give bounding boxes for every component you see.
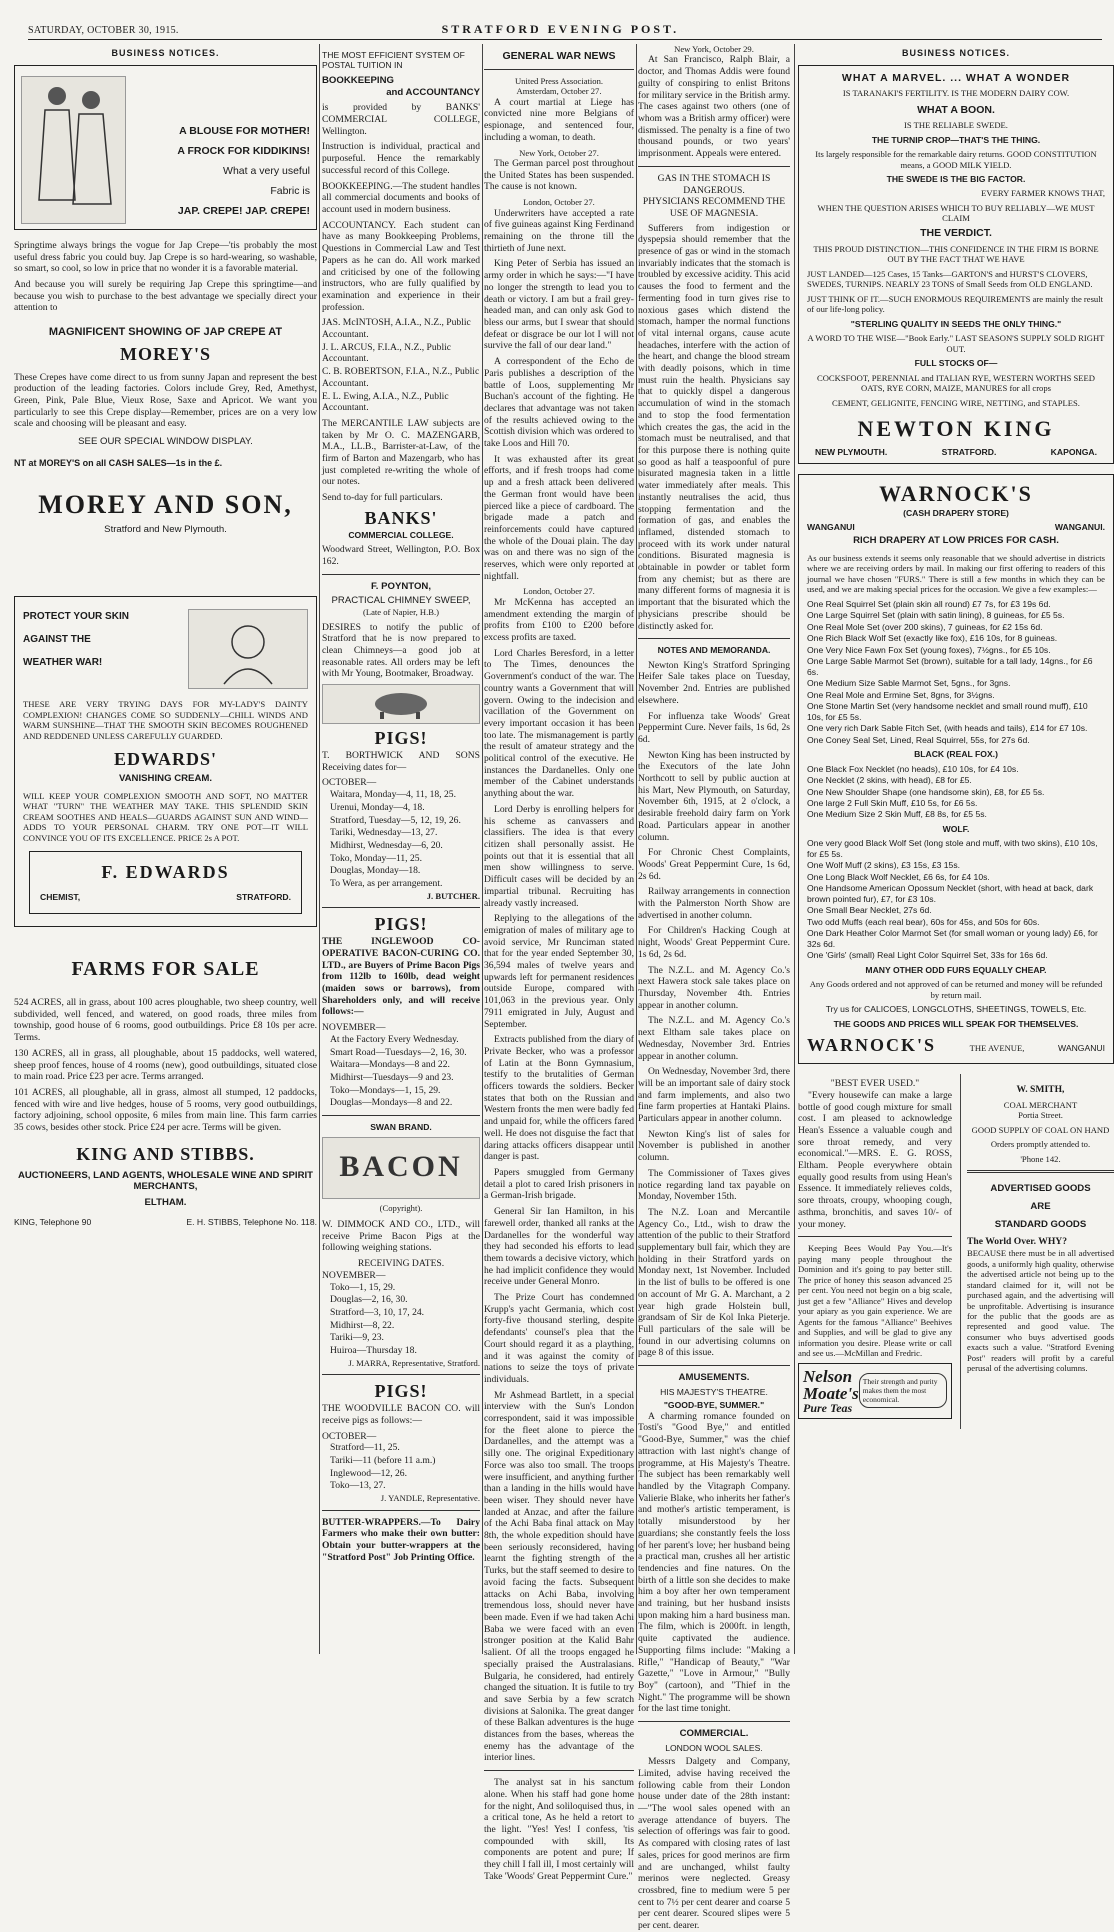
blouse-ad [14, 65, 317, 230]
stocks-line: FULL STOCKS OF— [914, 358, 998, 369]
heans-text: "Every housewife can make a large bottle of good cough mixture for small cost. I am pleased to acknowledge Hean's Essence a valuable cough and sore throat remedy, and very economical."—MRS. E. G. ROSS, Eltham. People everywhere obtain equally good results from using Hean's Essence. It immediately relieves colds, sore throats, croupy, whooping cough, asthma, bronchitis, and saves 10/- of your money. [798, 1089, 952, 1230]
war-paragraph: A court martial at Liege has convicted nine more Belgians of espionage, and sentenced four, including a woman, to death. [484, 96, 634, 143]
wanganui-footer: WANGANUI [1058, 1043, 1105, 1054]
poynton-name: F. POYNTON, [370, 580, 432, 592]
word-line: A WORD TO THE WISE—"Book Early." LAST SEASON'S SUPPLY SOLD RIGHT OUT. [807, 333, 1105, 354]
standard-goods: STANDARD GOODS [994, 1218, 1087, 1230]
woodville-dates [322, 1442, 480, 1492]
bees-text: Keeping Bees Would Pay You.—It's paying many people throughout the Dominion and it's going to pay better still. The price of honey this season advanced 25 per cent. You need not begin on a big scale, just get a few "Alliance" Hives and develop your apiary as you gain experience. We are Agents for the famous "Alliance" Beehives and Supplies, and will be glad to give any information you desire. Please write or call and see us.—McMillan and Fredric. [798, 1243, 952, 1359]
phone-line: 'Phone 142. [1020, 1153, 1061, 1164]
receiving-dates: RECEIVING DATES. [357, 1258, 445, 1270]
blouse-line-3: What a very useful [223, 164, 310, 177]
fur-item: One 'Girls' (small) Real Light Color Squirrel Set, 33s for 16s 6d. [807, 950, 1048, 961]
calicoes-line: Try us for CALICOES, LONGCLOTHS, SHEETINGS, TOWELS, Etc. [825, 1004, 1087, 1015]
dateline: New York, October 29. [674, 44, 754, 54]
war-news-title: GENERAL WAR NEWS [502, 50, 616, 62]
divider [322, 907, 480, 908]
column-4 [638, 44, 790, 1932]
note-paragraph: For Children's Hacking Cough at night, Woods' Great Peppermint Cure. 1s 6d, 2s 6d. [638, 925, 790, 960]
morey-and-son: MOREY AND SON, [38, 489, 293, 519]
business-notices-header: BUSINESS NOTICES. [111, 48, 220, 58]
yandle-signature: J. YANDLE, Representative. [380, 1493, 480, 1504]
ladies-figure-icon [29, 80, 119, 220]
protect-line-2: AGAINST THE [23, 634, 91, 646]
october-label: OCTOBER— [322, 777, 377, 789]
divider [484, 69, 634, 70]
divider [322, 574, 480, 575]
banks-provided: is provided by BANKS' COMMERCIAL COLLEGE, Wellington. [322, 102, 480, 137]
fur-item: One Rich Black Wolf Set (exactly like fox), £16 10s, for 8 guineas. [807, 633, 1058, 644]
fur-item: One Handsome American Opossum Necklet (short, with head at back, dark brown pointed fur), £7, for £3 10s. [807, 883, 1094, 904]
news-paragraph: At San Francisco, Ralph Blair, a doctor, and Thomas Addis were found guilty of conspiring to enlist Britons for military service in the British army. The cases against two others (one of whom was a British army officer) were dismissed. The penalty is a fine of two thousand pounds, or two years' imprisonment. Appeals were entered. [638, 54, 790, 160]
farm-listing-1: 524 ACRES, all in grass, about 100 acres ploughable, two sheep country, well subdivided, well fenced, and watered, on good roads, three miles from township, good house of 6 rooms, good outbuildings. Price £8 10s per acre. Terms. [14, 997, 317, 1044]
war-paragraph: It was exhausted after its great efforts, and if fresh troops had come up and a fresh attack been delivered the German front would have been pierced like a piece of cardboard. The brigade made a patch and reinforcements could have captured the whole of the Douai plain. The day was on and there was no sign of the reserves, which were only reported at nightfall. [484, 453, 634, 582]
divider [638, 1365, 790, 1366]
pig-icon [366, 688, 436, 720]
cash-discount: NT at MOREY'S on all CASH SALES—1s in the £. [14, 457, 223, 468]
banks-address: Woodward Street, Wellington, P.O. Box 162. [322, 544, 480, 568]
war-paragraph: Underwriters have accepted a rate of five guineas against King Ferdinand remaining on the throne till the thirtieth of June next. [484, 207, 634, 254]
stratford-label: STRATFORD. [236, 892, 291, 903]
dateline: Amsterdam, October 27. [516, 86, 602, 97]
date-entry: Tariki, Wednesday—13, 27. [330, 827, 438, 839]
cement-line: CEMENT, GELIGNITE, FENCING WIRE, NETTING, and STAPLES. [832, 397, 1080, 408]
furs-intro: As our business extends it seems only reasonable that we should advertise in districts where we are receiving orders by mail. In making our first offering to readers of this journal we have chosen "FURS." There is still a few months in which they can be used, and we are making special prices for the occasion. We give a few examples:— [807, 552, 1105, 595]
fur-item: One Black Fox Necklet (no heads), £10 10s, for £4 10s. [807, 763, 1019, 774]
banks-bookkeeping: BOOKKEEPING.—The student handles all commercial documents and books of account used in modern business. [322, 180, 480, 215]
send-today: Send to-day for full particulars. [322, 492, 443, 504]
farm-listing-3: 101 ACRES, all ploughable, all in grass, almost all stumped, 12 paddocks, fenced with wire and live hedges, house of 5 rooms, very good outbuildings, factory adjoining, school opposite, 6 miles from main line. This farm carries 35 cows, besides other stock. Price £24 per acre. Terms will be given. [14, 1086, 317, 1134]
banks-head: THE MOST EFFICIENT SYSTEM OF POSTAL TUITION IN [322, 50, 465, 71]
war-paragraph: Lord Derby is enrolling helpers for his scheme as canvassers and classifiers. The idea is that every citizen shall personally assist. He points out that it is essential that all men show willingness to serve. Difficult cases will be decided by an impartial tribunal. Recruiting has already vastly increased. [484, 803, 634, 909]
farmer-line: EVERY FARMER KNOWS THAT, [981, 188, 1105, 199]
taranaki-line: IS TARANAKI'S FERTILITY. IS THE MODERN DAIRY COW. [842, 87, 1070, 98]
note-paragraph: Newton King has been instructed by the Executors of the late John Northcott to sell by public auction at his Mart, New Plymouth, on Saturday, November 6th, 1915, at 2 o'clock, a desirable freehold dairy farm on York Road. Particulars appear in another column. [638, 749, 790, 843]
ladies-illustration [21, 76, 126, 224]
mercantile-law: The MERCANTILE LAW subjects are taken by Mr O. C. MAZENGARB, M.A., LL.B., Barrister-at-Law, of the firm of Barton and Mazengarb, who has just completed re-writing the whole of our notes. [322, 417, 480, 488]
divider [798, 1236, 952, 1237]
divider [322, 1374, 480, 1375]
avenue-label: THE AVENUE, [969, 1043, 1025, 1054]
sterling-line: "STERLING QUALITY IN SEEDS THE ONLY THING." [850, 318, 1062, 329]
marvel-line: WHAT A MARVEL. ... WHAT A WONDER [841, 71, 1071, 84]
note-paragraph: For influenza take Woods' Great Peppermint Cure. Never fails, 1s 6d, 2s 6d. [638, 710, 790, 745]
fur-item: One Stone Martin Set (very handsome necklet and small round muff), £10 10s, for £5 5s. [807, 701, 1088, 722]
november-label: NOVEMBER— [322, 1022, 386, 1034]
world-text: BECAUSE there must be in all advertised goods, a uniformly high quality, otherwise the advertised article not being up to the standard claimed for it, will not be purchased again, and the advertising will be unprofitable. Advertising is insurance for the public that the goods are as represented and good value. The consumer who buys advertised goods exacts such a value. "Stratford Evening Post" readers will profit by a careful perusal of the advertising columns. [967, 1248, 1114, 1374]
cash-drapery-store: (CASH DRAPERY STORE) [903, 508, 1009, 519]
fur-item: One Small Bear Necklet, 27s 6d. [807, 905, 932, 916]
note-paragraph: The N.Z.L. and M. Agency Co.'s next Hawera stock sale takes place on Thursday, November 4th. Entries appear in another column. [638, 964, 790, 1011]
fur-item: One very rich Dark Sable Fitch Set, (with heads and tails), £14 for £7 10s. [807, 723, 1088, 734]
dimmock-text: W. DIMMOCK AND CO., LTD., will receive Prime Bacon Pigs at the following weighing stations. [322, 1219, 480, 1254]
fur-item: One Necklet (2 skins, with head), £8 for £5. [807, 775, 972, 786]
war-paragraph: Extracts published from the diary of Private Becker, who was a professor of Latin at the Bonn Gymnasium, testify to the brutalities of German officers towards the soldiers. Becker states that both on the Russian and Western fronts the men were badly fed and unpaid for, while the officers fared well. He does not disguise the fact that daring attacks officers disappear until danger is past. [484, 1034, 634, 1163]
fur-item: One large 2 Full Skin Muff, £10 5s, for £6 5s. [807, 798, 978, 808]
nelson-logo [803, 1368, 859, 1414]
october-label-2: OCTOBER— [322, 1430, 377, 1442]
blouse-line-5: JAP. CREPE! JAP. CREPE! [177, 204, 310, 217]
date-entry: Tariki—9, 23. [330, 1332, 384, 1344]
speak-line: THE GOODS AND PRICES WILL SPEAK FOR THEMSELVES. [833, 1018, 1079, 1029]
blouse-headline [126, 72, 310, 223]
farm-listing-2: 130 ACRES, all in grass, all ploughable, about 15 paddocks, well watered, sheep proof fences, house of 4 rooms (new), good outbuildings, situated close to main road. Price £23 per acre. Terms arranged. [14, 1047, 317, 1083]
note-paragraph: The N.Z. Loan and Mercantile Agency Co., Ltd., wish to draw the attention of the public to their Stratford supplementary bull fair, which they are holding in their Stratford yards on Monday next, 1st November. Included in the list of bulls to be offered is one on account of Mr G. A. Marchant, a 2 year high grade Holstein bull, grandsam of Sir de Kol Inka Pieterje. Full particulars of the sale will be found in our advertising columns on page 8 of this issue. [638, 1206, 790, 1359]
blouse-line-1: A BLOUSE FOR MOTHER! [179, 124, 310, 137]
coal-supply: GOOD SUPPLY OF COAL ON HAND [971, 1124, 1110, 1135]
note-paragraph: Newton King's Stratford Springing Heifer Sale takes place on Tuesday, November 2nd. Entries are published elsewhere. [638, 659, 790, 706]
divider [638, 166, 790, 167]
protect-line-1: PROTECT YOUR SKIN [23, 611, 129, 623]
blouse-text-2: And because you will surely be requiring Jap Crepe this springtime—and because you wish to purchase to the best advantage we specially direct your attention to [14, 279, 317, 314]
wolf-list [807, 838, 1105, 960]
column-rule [794, 44, 795, 1654]
king-telephone: KING, Telephone 90 [14, 1216, 92, 1227]
turnip-line: THE TURNIP CROP—THAT'S THE THING. [871, 134, 1041, 145]
date-entry: Toko—1, 15, 29. [330, 1281, 396, 1293]
borthwick-text: T. BORTHWICK AND SONS Receiving dates for— [322, 750, 480, 773]
king-and-stibbs: KING AND STIBBS. [76, 1143, 255, 1164]
war-paragraph: The German parcel post throughout the United States has been suspended. The cause is not known. [484, 158, 634, 193]
bottom-ads [798, 1074, 1114, 1428]
date-entry: Toko, Monday—11, 25. [330, 852, 422, 864]
newton-king-name: NEWTON KING [857, 416, 1055, 442]
borthwick-dates [322, 789, 480, 890]
fur-item: One Medium Size 2 Skin Muff, £8 8s, for £5 5s. [807, 809, 987, 820]
note-paragraph: On Wednesday, November 3rd, there will be an important sale of dairy stock and farm implements, and also two fine farm properties at Hantaki Plains. Particulars appear in another column. [638, 1066, 790, 1125]
butcher-signature: J. BUTCHER. [426, 890, 480, 901]
war-paragraph: Replying to the allegations of the emigration of males of military age to avoid service, Mr Runciman stated that for the year ended September 30, 36,594 males of twelve years and upwards left for permanent residences outside Europe, compared with 101,063 in the previous year. Only 7911 emigrated in July, August and September. [484, 913, 634, 1030]
commercial-college: COMMERCIAL COLLEGE. [348, 529, 454, 540]
warnocks-footer: WARNOCK'S [807, 1035, 937, 1056]
window-display: SEE OUR SPECIAL WINDOW DISPLAY. [78, 436, 253, 448]
amusements-heading: AMUSEMENTS. [678, 1372, 750, 1384]
issue-date: SATURDAY, OCTOBER 30, 1915. [28, 25, 179, 36]
inglewood-dates [322, 1034, 480, 1109]
question-line: WHEN THE QUESTION ARISES WHICH TO BUY RELIABLY—WE MUST CLAIM [817, 202, 1095, 224]
divider [322, 1510, 480, 1511]
farms-for-sale: FARMS FOR SALE [71, 957, 260, 980]
nelson-moates-ad [798, 1363, 952, 1419]
pig-illustration [322, 684, 480, 724]
blouse-text-1: Springtime always brings the vogue for Jap Crepe—'tis probably the most useful dress fabric you could buy. Jap Crepe is so hard-wearing, so washable, so smart, so cool, so low in price that no wonder it is a favorable material. [14, 239, 317, 275]
date-entry: Midhirst—Tuesdays—9 and 23. [330, 1071, 454, 1083]
date-entry: At the Factory Every Wednesday. [330, 1033, 459, 1045]
fur-item: Two odd Muffs (each real bear), 60s for 45s, and 50s for 60s. [807, 916, 1040, 927]
edwards-intro: THESE ARE VERY TRYING DAYS FOR MY-LADY'S DAINTY COMPLEXION! CHANGES COME SO SUDDENLY—CHILL WINDS AND WARM SUNSHINE—THAT THE SMOOTH SKIN BECOMES ROUGHENED AND REDDENED UNLESS CAREFULLY GUARDED. [23, 699, 308, 741]
pigs-heading-3: PIGS! [374, 1381, 428, 1402]
branch-stratford: STRATFORD. [941, 446, 997, 457]
wool-text: Messrs Dalgety and Company, Limited, advise having received the following cable from their London house under date of the 28th instant:—"The wool sales opened with an average attendance of buyers. The selection of offerings was fair to good. As compared with closing rates of last sales, prices for good merinos are firm and are unchanged, whilst faulty merinos were neglected. Greasy crossbred, fine to medium were 5 per cent to 7½ per cent dearer and coarse 5 per cent dearer. Scoured slipes were 5 per cent. dearer. [638, 1756, 790, 1932]
moreys-text: These Crepes have come direct to us from sunny Japan and represent the best production of the leading factories. Colors include Grey, Red, Amethyst, Green, Pink, Pale Blue, Vieux Rose, Saxe and Apricot. We want you particularly to see this Crepe display—Remember, prices are on a very low scale and choosing will be pleasant and easy. [14, 371, 317, 430]
are-line: ARE [1030, 1200, 1051, 1212]
dimmock-dates [322, 1282, 480, 1357]
verdict-line: THE VERDICT. [920, 226, 992, 239]
blouse-line-4: Fabric is [270, 184, 310, 197]
landed-line: JUST LANDED—125 Cases, 15 Tanks—GARTON'S and HURST'S CLOVERS, SWEDES, TURNIPS. NEARLY 23 TONS of Small Seeds from OLD ENGLAND. [807, 268, 1093, 290]
pigs-heading-2: PIGS! [374, 914, 428, 935]
edwards-ad [14, 596, 317, 926]
date-entry: Urenui, Monday—4, 18. [330, 801, 425, 813]
note-paragraph: For Chronic Chest Complaints, Woods' Great Peppermint Cure, 1s 6d, 2s 6d. [638, 847, 790, 882]
king-subtitle: AUCTIONEERS, LAND AGENTS, WHOLESALE WINE AND SPIRIT MERCHANTS, [17, 1169, 314, 1193]
divider [484, 1770, 634, 1771]
date-entry: Smart Road—Tuesdays—2, 16, 30. [330, 1046, 467, 1058]
paper-title: STRATFORD EVENING POST. [441, 22, 680, 36]
column-2 [322, 44, 480, 1654]
date-entry: Douglas, Monday—18. [330, 865, 421, 877]
left-bottom-ads [798, 1074, 952, 1428]
peppermint-poem: The analyst sat in his sanctum alone. When his staff had gone home for the night, And soliloquised thus, in a critical tone, As he held a retort to the light. "Yes! Yes! I confess, 'tis compounded with skill, Its components are potent and pure; If they chill I fall ill, I most certainly will Take 'Woods' Great Peppermint Cure." [484, 1777, 634, 1882]
right-bottom-ads [960, 1074, 1114, 1428]
orders-line: Orders promptly attended to. [990, 1139, 1091, 1150]
note-paragraph: The Commissioner of Taxes gives notice regarding land tax payable on Monday, November 15th. [638, 1167, 790, 1203]
edwards-title: EDWARDS' [113, 749, 218, 770]
column-5 [798, 44, 1114, 1654]
advertised-goods: ADVERTISED GOODS [990, 1183, 1091, 1195]
date-entry: Stratford—11, 25. [330, 1442, 400, 1454]
upa-label: United Press Association. [514, 75, 604, 86]
instructor: JAS. McINTOSH, A.I.A., N.Z., Public Accountant. [322, 317, 471, 341]
moreys-heading: MOREY'S [119, 343, 211, 364]
f-edwards: F. EDWARDS [101, 862, 230, 883]
rich-drapery: RICH DRAPERY AT LOW PRICES FOR CASH. [853, 535, 1059, 547]
think-line: JUST THINK OF IT.—SUCH ENORMOUS REQUIREMENTS are mainly the result of our life-long policy. [807, 293, 1103, 315]
gas-heading-1: GAS IN THE STOMACH IS DANGEROUS. [657, 172, 771, 196]
showing-heading: MAGNIFICENT SHOWING OF JAP CREPE AT [48, 326, 283, 339]
lady-portrait [188, 609, 308, 689]
divider [638, 638, 790, 639]
divider [638, 1721, 790, 1722]
fur-item: One Dark Heather Color Marmot Set (for small woman or young lady) £6, for 32s 6d. [807, 928, 1098, 949]
pure-teas: Pure Teas [803, 1400, 853, 1415]
wanganui-right: WANGANUI. [1054, 521, 1105, 532]
instructor: J. L. ARCUS, F.I.A., N.Z., Public Accountant. [322, 341, 452, 365]
nelson-name: Nelson [803, 1366, 853, 1386]
column-rule [319, 44, 320, 1654]
wool-sales-heading: LONDON WOOL SALES. [665, 1742, 763, 1753]
date-entry: Toko—13, 27. [330, 1480, 386, 1492]
date-entry: Waitara, Monday—4, 11, 18, 25. [330, 789, 456, 801]
inglewood-text: THE INGLEWOOD CO-OPERATIVE BACON-CURING CO. LTD., are Buyers of Prime Bacon Pigs from 112lb to 160lb, dead weight (maiden sows or barrows), from Shareholders only, and will receive follows:— [322, 936, 480, 1018]
banks-title: BANKS' [364, 507, 438, 528]
column-rule [636, 44, 637, 1654]
war-paragraph: Lord Charles Beresford, in a letter to The Times, denounces the Government's conduct of the war. The country wants a Government that will govern. Owing to the indecision and vacillation of the Government on every important occasion it has been too late. The mismanagement is partly the result of amateur strategy and the political control of the executive. He instances the Dardanelles. Only one member of the Cabinet understands anything about the war. [484, 647, 634, 800]
bacon-logo: BACON [339, 1150, 463, 1184]
f-edwards-box [29, 851, 302, 913]
amusements-text: A charming romance founded on Tosti's "Good Bye," and entitled "Good-Bye, Summer," was the chief attraction with last night's change of programme, at His Majesty's Theatre. The subject has been remarkably well handled by the Vitagraph Company. Valierie Blake, who inherits her father's and mother's artistic temperament, is totally misunderstood by her guardians; she constantly feels the loss of her parent's love; her husband being a practical man, crushes all her artistic tendencies and fine natures. On the birth of a little son she decides to make him a boy after her own temperament and training, but her husband insists upon making him a hard business man. The film, which is 2000ft. in length, quite captivated the audience. Supporting films include: "Making a Rifle," "Handicap of Beauty," "War Gazette," "Love in Armour," "Bully Boy" (cartoon), and "Thief in the Night." The programme will be shown for the last time tonight. [638, 1410, 790, 1715]
black-fox-heading: BLACK (REAL FOX.) [914, 749, 998, 760]
war-paragraph: Mr Ashmead Bartlett, in a special interview with the Sun's London correspondent, said it was impossible for the fleet alone to pierce the Dardanelles, and the attempt was a silly one. The original Expeditionary Force was also too small. The troops were insufficient, and anything further than a landing in the hills would have been wiser. They should never have landed at Anzac, and after the failure of the Achi Baba final attack on May 8th, the whole expedition should have been seriously reconsidered, having learnt the fighting strength of the Turks, but the staff seemed to desire to avoid facing the facts. Subsequent attacks on Achi Baba, involving tremendous loss, should never have been made. Even if we had taken Achi Baba we were faced with an even stronger position at the Kalid Bahr salient. Of all the troops engaged he specially praised the Australasians. Bulgaria, he considered, had entirely changed the situation. It is futile to try and save Serbia by a few scratch divisions at Salonika. The great danger of these Balkan adventures is the huge distances from the bases, whereas the enemy has the advantage of the interior lines. [484, 1389, 634, 1764]
eltham-label: ELTHAM. [144, 1197, 187, 1209]
fur-item: One Large Sable Marmot Set (brown), suitable for a tall lady, 14gns., for £6 6s. [807, 656, 1093, 677]
odd-furs: MANY OTHER ODD FURS EQUALLY CHEAP. [865, 964, 1047, 975]
theatre-heading: HIS MAJESTY'S THEATRE. [660, 1386, 768, 1397]
november-label-2: NOVEMBER— [322, 1269, 386, 1281]
instructors-list [322, 317, 480, 414]
war-paragraph: General Sir Ian Hamilton, in his farewell order, thanked all ranks at the Dardanelles for the wonderful way they had seconded his efforts to lead them towards a decisive victory, which he had implicit confidence they would receive under General Monro. [484, 1206, 634, 1288]
notes-heading: NOTES AND MEMORANDA. [657, 645, 771, 656]
note-paragraph: Newton King's list of sales for November is published in another column. [638, 1128, 790, 1164]
fur-item: One Large Squirrel Set (plain with satin lining), 8 guineas, for £5 5s. [807, 610, 1065, 621]
date-entry: Waitara—Mondays—8 and 22. [330, 1059, 450, 1071]
chemist-label: CHEMIST, [40, 892, 81, 903]
world-over: The World Over. WHY? [967, 1236, 1068, 1248]
date-entry: Inglewood—12, 26. [330, 1467, 408, 1479]
instructor: E. L. Ewing, A.I.A., N.Z., Public Accountant. [322, 390, 449, 414]
war-paragraph: King Peter of Serbia has issued an army order in which he says:—"I have no longer the strength to lead you to death or victory. I am but a frail grey-headed man, and can only ask God to bless our arms, but I swear that should defeat or disgrace be our lot I will not survive the fall of our dear land." [484, 258, 634, 352]
coal-merchant: COAL MERCHANT [1003, 1099, 1078, 1110]
date-entry: Stratford, Tuesday—5, 12, 19, 26. [330, 814, 461, 826]
responsible-line: Its largely responsible for the remarkable dairy returns. GOOD CONSTITUTION means, a GOOD MILK YIELD. [815, 149, 1097, 170]
bacon-pig-illustration [322, 1137, 480, 1199]
fur-item: One Real Mole Set (over 200 skins), 7 guineas, for £2 15s 6d. [807, 621, 1043, 632]
war-paragraph: Mr McKenna has accepted an amendment extending the margin of profits from £100 to £200 before excess profits are taxed. [484, 596, 634, 644]
war-paragraph: Papers smuggled from Germany detail a plot to cared Irish prisoners in a German-Irish brigade. [484, 1166, 634, 1202]
boon-line: WHAT A BOON. [917, 104, 995, 117]
fur-item: One Wolf Muff (2 skins), £3 15s, £3 15s. [807, 860, 961, 871]
proud-line: THIS PROUD DISTINCTION—THIS CONFIDENCE IN THE FIRM IS BORNE OUT BY THE FACT THAT WE HAVE [813, 243, 1099, 265]
dateline: New York, October 27. [519, 147, 599, 158]
blouse-line-2: A FROCK FOR KIDDIKINS! [177, 144, 310, 157]
dateline: London, October 27. [523, 197, 595, 208]
warnocks-title: WARNOCK'S [879, 481, 1033, 507]
divider [322, 1115, 480, 1116]
column-rule [482, 44, 483, 1654]
date-entry: Douglas—Mondays—8 and 22. [330, 1097, 453, 1109]
marra-signature: J. MARRA, Representative, Stratford. [348, 1357, 480, 1368]
morey-places: Stratford and New Plymouth. [104, 524, 227, 536]
pigs-heading-1: PIGS! [374, 728, 428, 749]
gas-heading-2: PHYSICIANS RECOMMEND THE USE OF MAGNESIA. [642, 196, 786, 219]
fur-item: One Real Mole and Ermine Set, 8gns, for 3½gns. [807, 689, 995, 700]
late-of-napier: (Late of Napier, H.B.) [362, 607, 439, 618]
commercial-heading: COMMERCIAL. [679, 1728, 749, 1740]
gas-text: Sufferers from indigestion or dyspepsia should remember that the presence of gas or wind in the stomach invariably indicates that the stomach is troubled by excessive acidity. This acid causes the food to ferment and the fermenting food in turn gives rise to noxious gases which distend the stomach, hamper the normal functions of vital internal organs, cause acute headaches, interfere with the action of the heart, and change the blood stream with deadly poisons, which in time must ruin the health. Physicians say that to quickly dispel a dangerous accumulation of wind in the stomach and to stop the food fermentation which creates the gas, the acid in the stomach must be neutralised, and that for this purpose there is nothing quite so good as half a teaspoonful of pure bisurated magnesia taken in a little water immediately after meals. This instantly neutralises the acid, thus stopping fermentation and the formation of gas, and enables the inflamed, distended stomach to proceed with its work under natural conditions. Bisurated magnesia is obtainable in powder or tablet form from any chemist; but as there are many different forms of magnesia it is important that the bisurated which the physicians prescribe should be distinctly asked for. [638, 222, 790, 632]
fur-item: One New Shoulder Shape (one handsome skin), £8, for £5 5s. [807, 786, 1045, 797]
butter-wrappers: BUTTER-WRAPPERS.—To Dairy Farmers who make their own butter: Obtain your butter-wrappers at the "Stratford Post" Job Printing Office. [322, 1516, 480, 1563]
wolf-heading: WOLF. [942, 823, 970, 834]
moates-name: Moate's [803, 1383, 859, 1403]
copyright-label: (Copyright). [379, 1202, 423, 1213]
banks-accountancy: ACCOUNTANCY. Each student can have as many Bookkeeping Problems, Questions in Commercial Law and Test Papers as he can do. All work marked and criticised by one of the following instructors, who are fully qualified by examination and experience in their profession. [322, 219, 480, 313]
bookkeeping-label: BOOKKEEPING [322, 74, 394, 86]
best-ever-used: "BEST EVER USED." [830, 1078, 920, 1090]
fur-item: One Medium Size Sable Marmot Set, 5gns., for 3gns. [807, 678, 1011, 689]
black-fox-list [807, 764, 1105, 820]
wanganui-left: WANGANUI [807, 521, 855, 532]
stibbs-telephone: E. H. STIBBS, Telephone No. 118. [186, 1216, 317, 1227]
goodbye-summer: "GOOD-BYE, SUMMER." [663, 1400, 765, 1411]
column-1 [14, 44, 317, 1654]
woodville-text: THE WOODVILLE BACON CO. will receive pigs as follows:— [322, 1403, 480, 1426]
date-entry: Toko—Mondays—1, 15, 29. [330, 1084, 441, 1096]
business-notices-header: BUSINESS NOTICES. [901, 48, 1010, 58]
nelson-tagline: Their strength and purity makes them the most economical. [859, 1373, 947, 1408]
poynton-text: DESIRES to notify the public of Stratford that he is now prepared to clean Chimneys—a good job at reasonable rates. All orders may be left with Mr Young, Bootmaker, Broadway. [322, 621, 480, 680]
accountancy-label: and ACCOUNTANCY [386, 86, 480, 98]
date-entry: Tariki—11 (before 11 a.m.) [330, 1455, 436, 1467]
banks-instruction: Instruction is individual, practical and purposeful. Hence the remarkably successful record of this College. [322, 141, 480, 176]
divider [967, 1170, 1114, 1173]
smith-name: W. SMITH, [1016, 1084, 1065, 1096]
war-paragraph: The Prize Court has condemned Krupp's yacht Germania, which cost forty-five thousand sterling, despite defendants' counsel's plea that the Court should regard it as a plaything, and it was against the comity of nations to seize the toys of private individuals. [484, 1292, 634, 1385]
protect-lines [23, 605, 129, 693]
stocks-list: COCKSFOOT, PERENNIAL and ITALIAN RYE, WESTERN WORTHS SEED OATS, RYE CORN, MAIZE, MANURES for all crops [816, 372, 1095, 394]
note-paragraph: Railway arrangements in connection with the Palmerston North Show are advertised in another column. [638, 886, 790, 921]
branch-new-plymouth: NEW PLYMOUTH. [815, 446, 888, 457]
warnocks-ad [798, 474, 1114, 1064]
date-entry: Midhirst—8, 22. [330, 1319, 395, 1331]
newton-king-ad [798, 65, 1114, 464]
swede-line: IS THE RELIABLE SWEDE. [904, 120, 1008, 131]
note-paragraph: The N.Z.L. and M. Agency Co.'s next Eltham sale takes place on Wednesday, November 3rd. Entries appear in another column. [638, 1015, 790, 1062]
date-entry: To Wera, as per arrangement. [330, 878, 443, 890]
date-entry: Midhirst, Wednesday—6, 20. [330, 840, 443, 851]
fur-item: One Coney Seal Set, Lined, Real Squirrel, 55s, for 27s 6d. [807, 734, 1030, 745]
instructor: C. B. ROBERTSON, F.I.A., N.Z., Public Accountant. [322, 366, 480, 389]
portia-street: Portia Street. [1018, 1110, 1063, 1121]
furs-list [807, 599, 1105, 745]
factor-line: THE SWEDE IS THE BIG FACTOR. [886, 173, 1026, 184]
chimney-sweep: PRACTICAL CHIMNEY SWEEP, [331, 595, 471, 607]
masthead [28, 22, 1102, 40]
vanishing-cream: VANISHING CREAM. [118, 773, 213, 785]
fur-item: One Very Nice Fawn Fox Set (young foxes), 7½gns., for £5 10s. [807, 644, 1051, 655]
edwards-text: WILL KEEP YOUR COMPLEXION SMOOTH AND SOFT, NO MATTER WHAT "TURN" THE WEATHER MAY TAKE. THIS SPLENDID SKIN CREAM SOOTHES AND HEALS—GUARDS AGAINST SUN AND WIND—ADDS TO YOUR PERSONAL CHARM. TRY ONE POT—IT WILL CONVINCE YOU OF ITS EXCELLENCE. PRICE 2s A POT. [23, 790, 308, 843]
lady-face-icon [198, 614, 298, 684]
swan-brand: SWAN BRAND. [370, 1122, 432, 1133]
fur-item: One very good Black Wolf Set (long stole and muff, with two skins), £10 10s, for £5 5s. [807, 838, 1098, 859]
column-3 [484, 44, 634, 1882]
fur-item: One Long Black Wolf Necklet, £6 6s, for £4 10s. [807, 871, 990, 882]
fur-item: One Real Squirrel Set (plain skin all round) £7 7s, for £3 19s 6d. [807, 598, 1051, 609]
branch-kaponga: KAPONGA. [1050, 446, 1097, 457]
date-entry: Huiroa—Thursday 18. [330, 1345, 417, 1357]
war-paragraph: A correspondent of the Echo de Paris publishes a description of the battle of Loos, supplementing Mr Buchan's account of the fighting. He declares that advantage was not taken of the results achieved owing to the Scottish division which was ordered to take Loos and Hill 70. [484, 356, 634, 450]
date-entry: Stratford—3, 10, 17, 24. [330, 1306, 425, 1318]
returns-note: Any Goods ordered and not approved of can be returned and money will be refunded by return mail. [809, 979, 1103, 1000]
protect-line-3: WEATHER WAR! [23, 657, 103, 669]
date-entry: Douglas—2, 16, 30. [330, 1294, 408, 1306]
dateline: London, October 27. [523, 586, 595, 597]
